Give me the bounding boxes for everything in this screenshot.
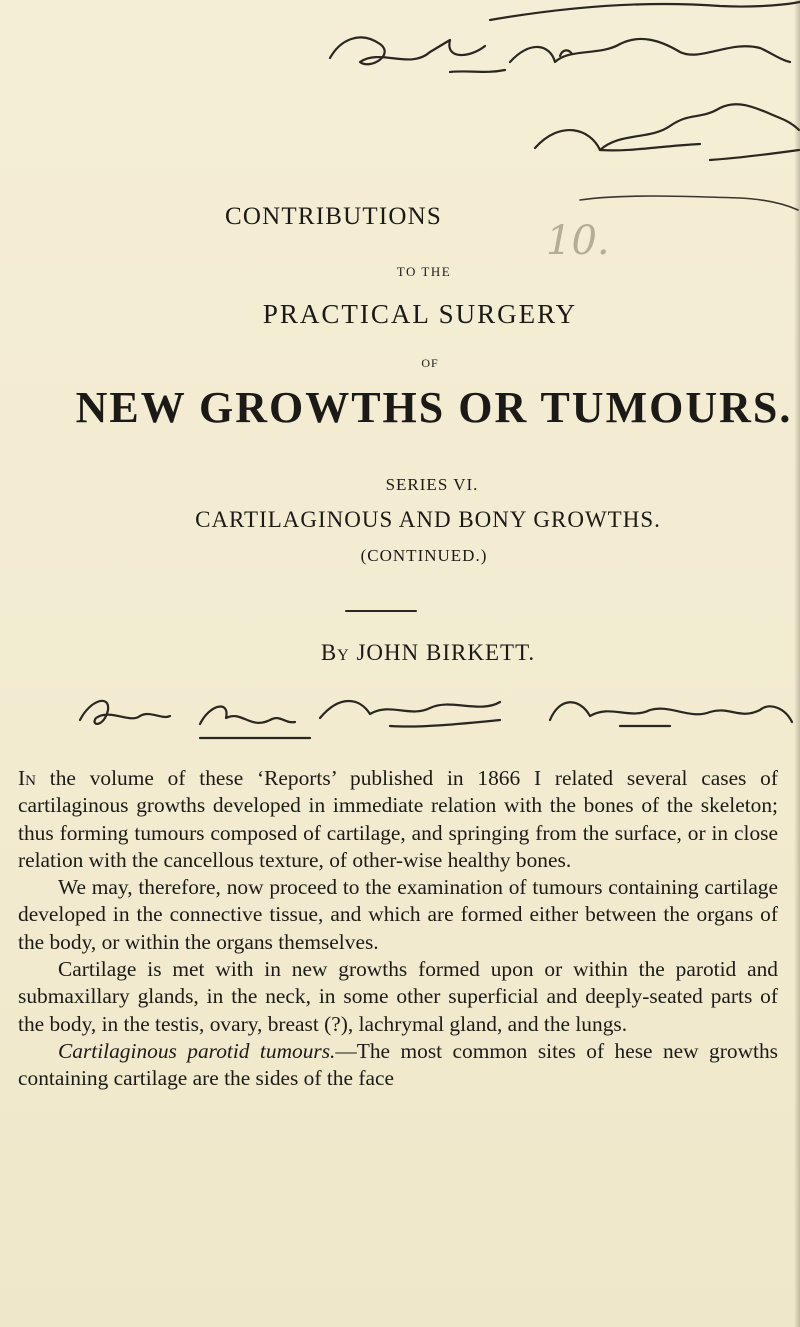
paragraph-1: [18, 765, 778, 874]
divider-rule: [345, 610, 417, 612]
subtitle: CARTILAGINOUS AND BONY GROWTHS.: [195, 507, 661, 532]
page-edge-shadow: [794, 0, 800, 1327]
paragraph-4: [18, 1038, 778, 1093]
body-text: [18, 765, 778, 1093]
heading-practical-surgery: PRACTICAL SURGERY: [262, 299, 578, 329]
series-label: SERIES VI.: [385, 475, 479, 494]
heading-contributions: CONTRIBUTIONS: [225, 203, 442, 230]
paragraph-4-heading: Cartilaginous parotid tumours.: [58, 1038, 336, 1063]
author-line: [28, 640, 800, 666]
heading-of: OF: [421, 356, 439, 370]
pencil-flourish: [560, 170, 800, 220]
paragraph-4-text: —The most common sites of hese new growths containing cartilage are the sides of the face: [18, 1038, 778, 1091]
paragraph-1-lead: In: [18, 766, 36, 790]
paragraph-1-text: the volume of these ‘Reports’ published in 1866 I related several cases of cartilaginous growths developed in immediate relation with the bones of the skeleton; thus forming tumours composed of cartilage, and springing from the surface, or in close relation with the cancellous texture, of other-wise healthy bones.: [18, 766, 778, 872]
author-name: JOHN BIRKETT.: [356, 640, 536, 665]
main-title: NEW GROWTHS OR TUMOURS.: [75, 383, 793, 432]
handwritten-inscription: [300, 0, 800, 180]
paragraph-2: We may, therefore, now proceed to the examination of tumours containing cartilage developed in the connective tissue, and which are formed either between the organs of the body, or within the organs themselves.: [18, 875, 778, 954]
handwritten-signature: [70, 680, 800, 750]
heading-to-the: TO THE: [396, 264, 452, 279]
author-by: By: [320, 640, 350, 665]
pencil-shelf-note: 10.: [546, 218, 610, 264]
continued-label: (CONTINUED.): [360, 546, 488, 565]
paragraph-3: Cartilage is met with in new growths formed upon or within the parotid and submaxillary glands, in the neck, in some other superficial and deeply-seated parts of the body, in the testis, ovary, breast (?), lachrymal gland, and the lungs.: [18, 957, 778, 1036]
